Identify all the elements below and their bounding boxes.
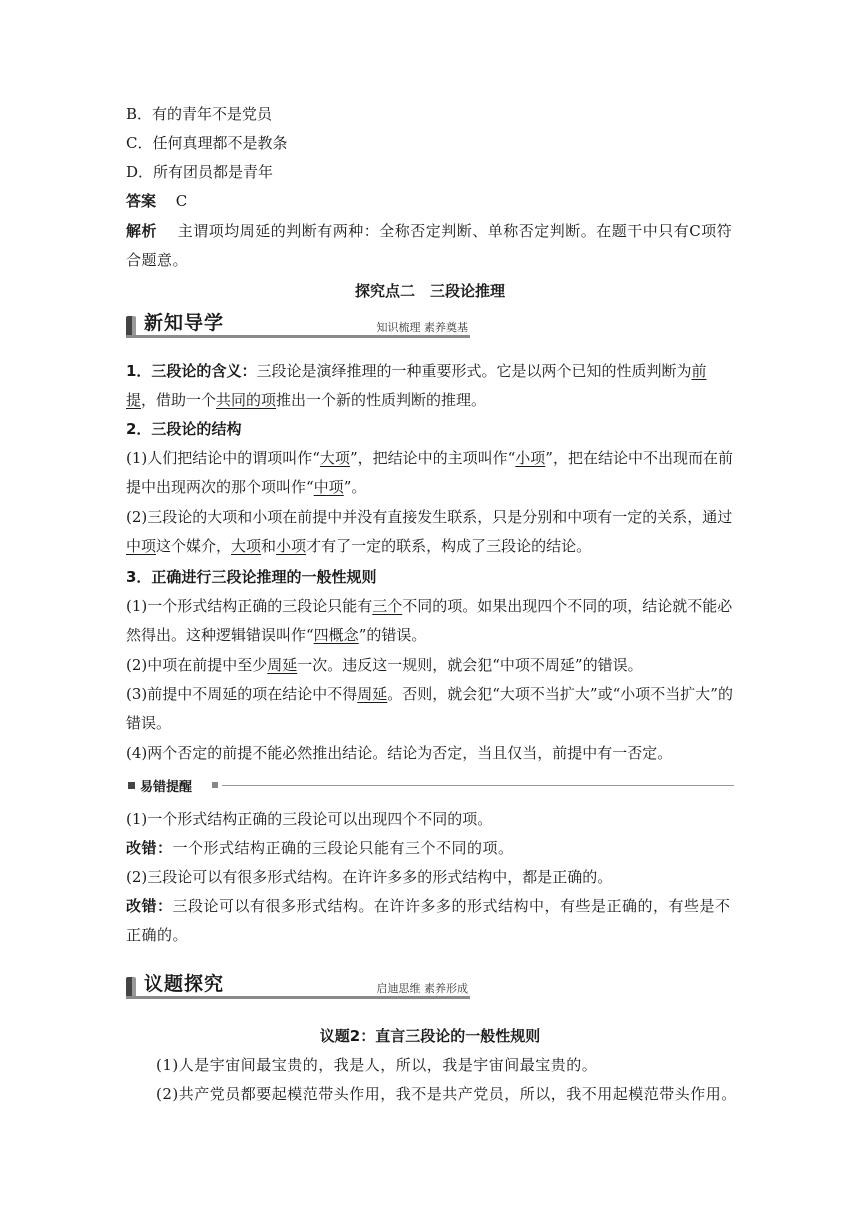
point-2-item-1: [126, 444, 734, 502]
point-1-label: 1．三段论的含义：: [126, 362, 257, 380]
blank-major-term: 大项: [231, 537, 262, 555]
text: (3)前提中不周延的项在结论中不得: [126, 685, 358, 703]
point-1-text-3: 推出一个新的性质判断的推理。: [276, 391, 487, 409]
error-1: (1)一个形式结构正确的三段论可以出现四个不同的项。: [126, 810, 493, 828]
blank-common-term: 共同的项: [216, 391, 277, 409]
analysis-text: 主谓项均周延的判断有两种：全称否定判断、单称否定判断。在题干中只有C项符合题意。: [126, 222, 733, 269]
blank-minor-term: 小项: [276, 537, 307, 555]
banner-new-knowledge: [126, 308, 470, 338]
banner-rule: [126, 335, 470, 338]
blank-middle-term: 中项: [126, 537, 157, 555]
blank-major-term: 大项: [319, 449, 350, 467]
correction-1: [126, 834, 734, 863]
blank-minor-term: 小项: [515, 449, 546, 467]
banner-subtitle: 启迪思维 素养形成: [376, 982, 468, 995]
topic-item-1: (1)人是宇宙间最宝贵的，我是人，所以，我是宇宙间最宝贵的。: [156, 1056, 598, 1074]
tip-rule: [222, 785, 734, 786]
point-1: [126, 357, 734, 415]
answer-label: 答案: [126, 192, 157, 210]
banner-title: 新知导学: [144, 312, 225, 334]
square-icon: [128, 782, 135, 789]
blank-middle-term: 中项: [313, 478, 344, 496]
text: (1)一个形式结构正确的三段论只能有: [126, 597, 373, 615]
blank-distributed: 周延: [357, 685, 388, 703]
text: 不同的项。如果出现四个不同的项，结论就不能必然得出。这种逻辑错误叫作“: [126, 597, 733, 644]
point-1-text-2: ，借助一个: [141, 391, 217, 409]
correction-label: 改错：: [126, 897, 173, 915]
error-2: (2)三段论可以有很多形式结构。在许许多多的形式结构中，都是正确的。: [126, 868, 613, 886]
text: ”。: [343, 478, 367, 496]
text: 一次。违反这一规则，就会犯“中项不周延”的错误。: [297, 656, 643, 674]
text: 和: [261, 537, 277, 555]
option-d: D．所有团员都是青年: [126, 163, 274, 181]
blank-four-concepts: 四概念: [313, 626, 359, 644]
point-3-heading: 3．正确进行三段论推理的一般性规则: [126, 568, 377, 586]
square-icon: [212, 782, 218, 788]
tip-title: 易错提醒: [140, 780, 193, 795]
banner-subtitle: 知识梳理 素养奠基: [376, 321, 468, 334]
banner-title: 议题探究: [144, 973, 225, 995]
text: (2)中项在前提中至少: [126, 656, 268, 674]
text: 这个媒介，: [156, 537, 232, 555]
rule-4: (4)两个否定的前提不能必然推出结论。结论为否定，当且仅当，前提中有一否定。: [126, 744, 673, 762]
point-2-heading: 2．三段论的结构: [126, 420, 242, 438]
point-2-item-2: [126, 503, 734, 561]
option-c: C．任何真理都不是教条: [126, 134, 288, 152]
banner-rule: [126, 996, 470, 999]
text: (1)人们把结论中的谓项叫作“: [126, 449, 320, 467]
rule-3: [126, 680, 734, 738]
point-1-text-1: 三段论是演绎推理的一种重要形式。它是以两个已知的性质判断为: [256, 362, 692, 380]
answer-value: C: [175, 192, 188, 210]
topic-title: 议题2：直言三段论的一般性规则: [319, 1027, 541, 1045]
correction-label: 改错：: [126, 839, 173, 857]
section-title: 探究点二 三段论推理: [354, 282, 505, 300]
correction-text: 三段论可以有很多形式结构。在许许多多的形式结构中，有些是正确的，有些是不正确的。: [126, 897, 731, 944]
text: ”，把在结论中不出现而在前提中出现两次的那个项叫作“: [126, 449, 733, 496]
banner-marker-icon: [126, 977, 136, 997]
banner-marker-icon: [126, 316, 136, 336]
text: ”，把结论中的主项叫作“: [349, 449, 516, 467]
tip-header: [126, 776, 734, 796]
blank-three: 三个: [372, 597, 403, 615]
text: 。否则，就会犯“大项不当扩大”或“小项不当扩大”的错误。: [126, 685, 733, 732]
option-b: B．有的青年不是党员: [126, 105, 273, 123]
blank-premise: 前提: [126, 362, 707, 409]
topic-item-2: (2)共产党员都要起模范带头作用，我不是共产党员，所以，我不用起模范带头作用。: [156, 1085, 737, 1103]
analysis-paragraph: [126, 217, 734, 275]
answer-line: [126, 187, 734, 216]
text: ”的错误。: [358, 626, 427, 644]
rule-2: [126, 651, 734, 680]
text: (2)三段论的大项和小项在前提中并没有直接发生联系，只是分别和中项有一定的关系，通过: [126, 508, 733, 526]
analysis-label: 解析: [126, 222, 158, 240]
rule-1: [126, 592, 734, 650]
banner-topic-inquiry: [126, 969, 470, 999]
correction-text: 一个形式结构正确的三段论只能有三个不同的项。: [172, 839, 514, 857]
text: 才有了一定的联系，构成了三段论的结论。: [306, 537, 592, 555]
blank-distributed: 周延: [267, 656, 298, 674]
correction-2: [126, 892, 734, 950]
